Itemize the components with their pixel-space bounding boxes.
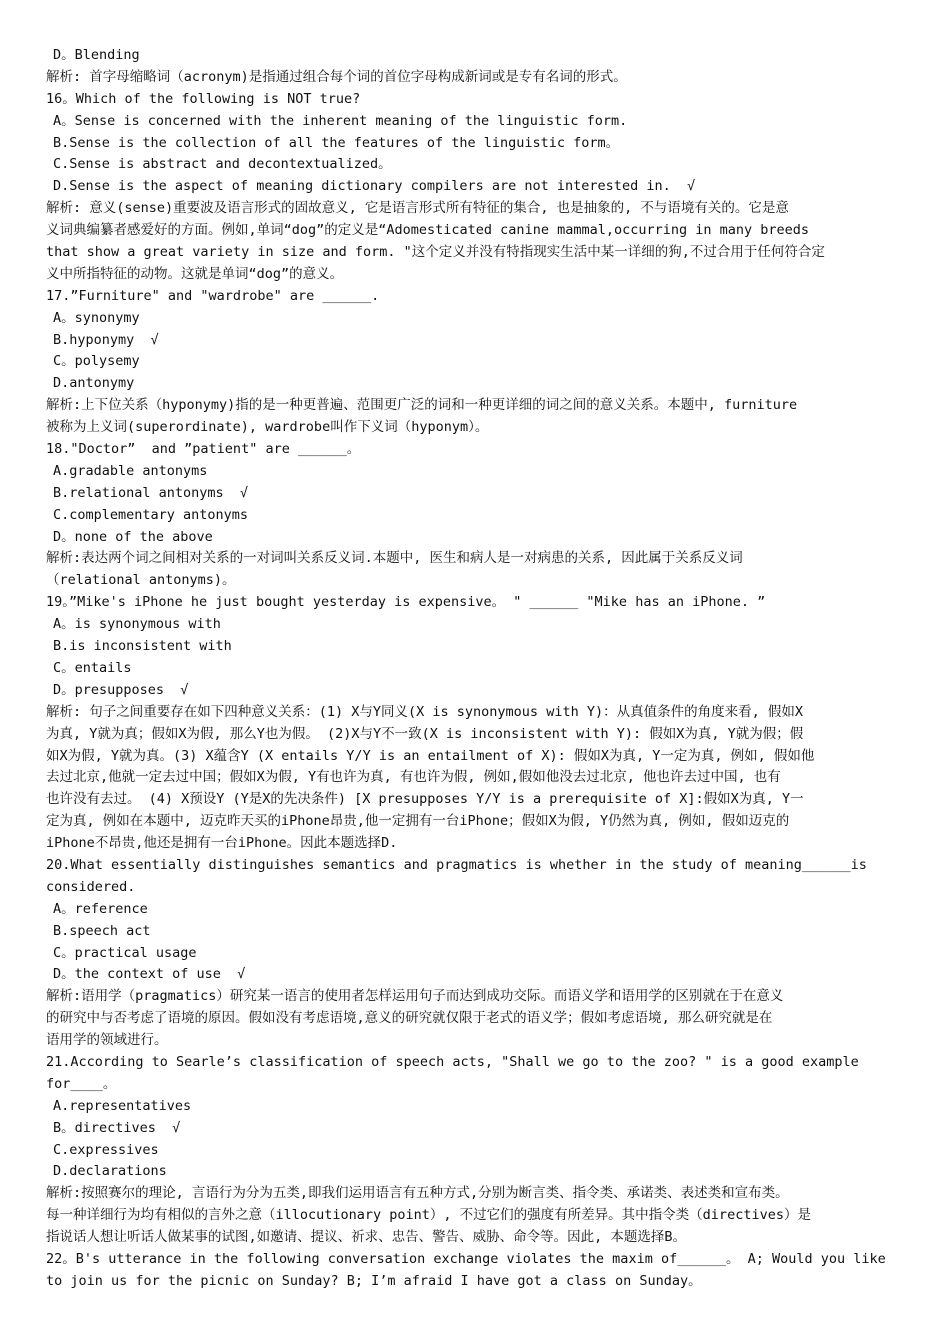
text-line: A.gradable antonyms <box>53 462 208 479</box>
text-line: 去过北京,他就一定去过中国；假如X为假, Y有也许为真, 有也许为假, 例如,假如他没去过北京, 他也许去过中国, 也有 <box>46 769 781 786</box>
text-line: 定为真, 例如在本题中, 迈克昨天买的iPhone昂贵,他一定拥有一台iPhone；假如X为假, Y仍然为真, 例如, 假如迈克的 <box>46 813 790 830</box>
text-line: A。synonymy <box>53 309 140 326</box>
text-line: A.representatives <box>53 1097 192 1114</box>
text-line: D。presupposes √ <box>53 681 189 698</box>
text-line: （relational antonyms)。 <box>46 572 236 589</box>
text-line: A。Sense is concerned with the inherent meaning of the linguistic form. <box>53 112 628 129</box>
text-line: B.relational antonyms √ <box>53 484 249 501</box>
text-line: 每一种详细行为均有相似的言外之意（illocutionary point）, 不过它们的强度有所差异。其中指令类（directives）是 <box>46 1207 811 1224</box>
text-line: B.Sense is the collection of all the features of the linguistic form。 <box>53 134 620 151</box>
text-line: 19。”Mike's iPhone he just bought yesterday is expensive。 " ______ "Mike has an iPhone. ” <box>46 594 766 611</box>
text-line: 解析: 首字母缩略词（acronym)是指通过组合每个词的首位字母构成新词或是专有名词的形式。 <box>46 68 627 85</box>
text-line: D。Blending <box>53 47 140 63</box>
text-line: 17.”Furniture" and "wardrobe" are ______. <box>46 287 380 304</box>
text-line: 语用学的领域进行。 <box>46 1032 168 1049</box>
text-line: 解析:按照赛尔的理论, 言语行为分为五类,即我们运用语言有五种方式,分别为断言类、指令类、承诺类、表述类和宣布类。 <box>46 1185 789 1202</box>
text-line: 解析: 句子之间重要存在如下四种意义关系：(1) X与Y同义(X is synonymous with Y)：从真值条件的角度来看, 假如X <box>46 703 803 720</box>
text-line: 解析: 意义(sense)重要波及语言形式的固故意义, 它是语言形式所有特征的集合, 也是抽象的, 不与语境有关的。它是意 <box>46 200 789 217</box>
text-line: B。directives √ <box>53 1119 181 1136</box>
text-line: that show a great variety in size and form. "这个定义并没有特指现实生活中某一详细的狗,不过合用于任何符合定 <box>46 244 825 261</box>
text-line: 解析:上下位关系（hyponymy)指的是一种更普遍、范围更广泛的词和一种更详细的词之间的意义关系。本题中, furniture <box>46 397 798 414</box>
text-line: 被称为上义词(superordinate), wardrobe叫作下义词（hyponym）。 <box>46 419 489 436</box>
text-line: 为真, Y就为真；假如X为假, 那么Y也为假。 (2)X与Y不一致(X is inconsistent with Y): 假如X为真, Y就为假；假 <box>46 725 804 742</box>
text-line: A。reference <box>53 900 148 917</box>
text-line: D。the context of use √ <box>53 966 246 983</box>
text-line: 20.What essentially distinguishes semantics and pragmatics is whether in the study of meaning______is <box>46 856 867 873</box>
text-line: 指说话人想让听话人做某事的试图,如邀请、提议、祈求、忠告、警告、威胁、命令等。因此, 本题选择B。 <box>46 1229 687 1246</box>
text-line: 16。Which of the following is NOT true? <box>46 90 361 107</box>
text-line: 18."Doctor” and ”patient" are ______。 <box>46 441 361 458</box>
text-line: C。practical usage <box>53 944 197 961</box>
text-line: 义中所指特征的动物。这就是单词“dog”的意义。 <box>46 265 344 282</box>
text-line: D.declarations <box>53 1163 167 1180</box>
text-line: considered. <box>46 878 136 895</box>
text-line: 也许没有去过。 (4) X预设Y (Y是X的先决条件) [X presupposes Y/Y is a prerequisite of X]:假如X为真, Y一 <box>46 791 804 808</box>
text-line: A。is synonymous with <box>53 616 221 633</box>
text-line: for____。 <box>46 1075 117 1092</box>
text-line: C。polysemy <box>53 353 140 370</box>
text-line: 如X为假, Y就为真。(3) X蕴含Y (X entails Y/Y is an entailment of X): 假如X为真, Y一定为真, 例如, 假如他 <box>46 747 815 764</box>
text-line: 的研究中与否考虑了语境的原因。假如没有考虑语境,意义的研究就仅限于老式的语义学；假如考虑语境, 那么研究就是在 <box>46 1010 773 1027</box>
text-line: B.is inconsistent with <box>53 638 232 655</box>
text-line: D。none of the above <box>53 528 213 545</box>
text-line: iPhone不昂贵,他还是拥有一台iPhone。因此本题选择D. <box>46 835 398 852</box>
text-line: D.Sense is the aspect of meaning dictionary compilers are not interested in. √ <box>53 178 696 195</box>
text-line: to join us for the picnic on Sunday? B; I’m afraid I have got a class on Sunday。 <box>46 1272 702 1289</box>
text-line: D.antonymy <box>53 375 135 392</box>
text-line: B.speech act <box>53 922 151 939</box>
text-line: 21.According to Searle’s classification of speech acts, "Shall we go to the zoo? " is a good example <box>46 1053 859 1070</box>
text-line: 22。B's utterance in the following conversation exchange violates the maxim of______。 A; Would you like <box>46 1250 886 1267</box>
text-line: C.expressives <box>53 1141 159 1158</box>
text-line: C.Sense is abstract and decontextualized。 <box>53 156 392 173</box>
text-line: 解析:语用学（pragmatics）研究某一语言的使用者怎样运用句子而达到成功交际。而语义学和语用学的区别就在于在意义 <box>46 988 784 1005</box>
text-line: 解析:表达两个词之间相对关系的一对词叫关系反义词.本题中, 医生和病人是一对病患的关系, 因此属于关系反义词 <box>46 550 743 567</box>
text-line: C.complementary antonyms <box>53 506 249 523</box>
text-line: B.hyponymy √ <box>53 331 159 348</box>
text-line: 义词典编纂者感爱好的方面。例如,单词“dog”的定义是“Adomesticated canine mammal,occurring in many breeds <box>46 222 810 239</box>
text-line: C。entails <box>53 659 132 676</box>
